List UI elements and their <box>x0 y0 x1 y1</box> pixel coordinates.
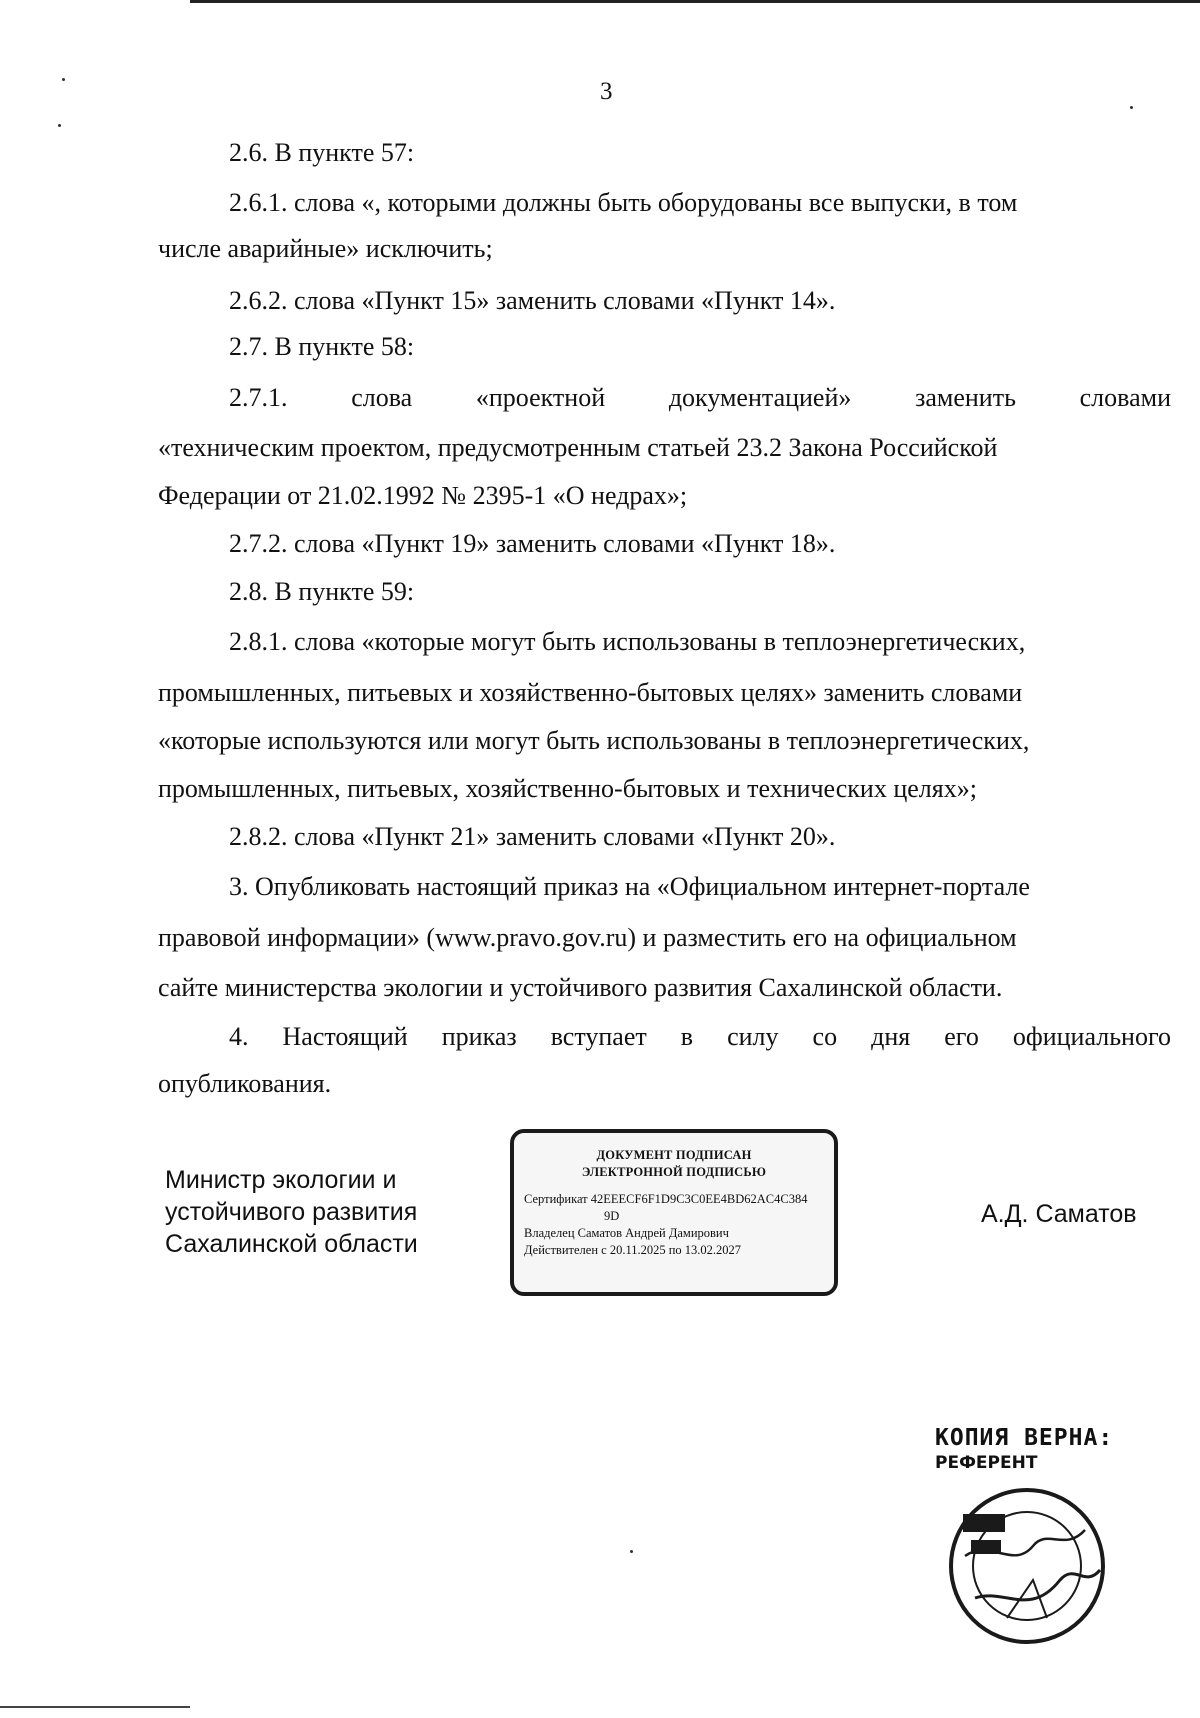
scan-speck <box>1130 106 1133 109</box>
word: документацией» <box>668 383 852 412</box>
esig-certificate <box>524 1191 834 1208</box>
text-line: «которые используются или могут быть использованы в теплоэнергетических, <box>158 726 1030 755</box>
scan-bottom-edge <box>0 1706 190 1708</box>
word: официального <box>1012 1022 1171 1051</box>
word: 4. <box>229 1022 249 1051</box>
official-seal-icon <box>935 1468 1115 1648</box>
word: словами <box>1079 383 1171 412</box>
word: приказ <box>441 1022 517 1051</box>
text-line: промышленных, питьевых, хозяйственно-бытовых и технических целях»; <box>158 774 977 803</box>
esig-title: ДОКУМЕНТ ПОДПИСАН <box>596 1148 752 1162</box>
esig-owner-value: Саматов Андрей Дамирович <box>577 1226 729 1240</box>
text-line: 2.8.2. слова «Пункт 21» заменить словами «Пункт 20». <box>229 822 836 851</box>
signatory-line: устойчивого развития <box>165 1198 418 1226</box>
text-line: промышленных, питьевых и хозяйственно-бытовых целях» заменить словами <box>158 678 1023 707</box>
esig-owner <box>524 1225 834 1242</box>
scan-speck <box>630 1550 633 1553</box>
text-line: опубликования. <box>158 1069 332 1098</box>
esig-valid-value: с 20.11.2025 по 13.02.2027 <box>601 1243 742 1257</box>
text-line: 2.6. В пункте 57: <box>229 138 415 167</box>
text-line-justified <box>229 382 1171 414</box>
esig-cert-value: 42EEECF6F1D9C3C0EE4BD62AC4C384 <box>590 1192 808 1206</box>
signatory-line: Сахалинской области <box>165 1230 418 1258</box>
electronic-signature-stamp <box>510 1129 838 1296</box>
text-line: 2.8. В пункте 59: <box>229 577 415 606</box>
word: его <box>944 1022 979 1051</box>
signatory-title <box>165 1164 418 1260</box>
text-line: 2.8.1. слова «которые могут быть использованы в теплоэнергетических, <box>229 627 1026 656</box>
word: заменить <box>915 383 1016 412</box>
esig-title: ЭЛЕКТРОННОЙ ПОДПИСЬЮ <box>581 1165 767 1179</box>
word: силу <box>727 1022 779 1051</box>
copy-stamp-role: РЕФЕРЕНТ <box>935 1453 1038 1473</box>
text-line: числе аварийные» исключить; <box>158 234 493 263</box>
word: в <box>680 1022 694 1051</box>
signer-name: А.Д. Саматов <box>981 1200 1137 1228</box>
copy-stamp-title: КОПИЯ ВЕРНА: <box>935 1425 1114 1451</box>
word: вступает <box>550 1022 647 1051</box>
esig-validity <box>524 1242 834 1259</box>
text-line: 3. Опубликовать настоящий приказ на «Официальном интернет-портале <box>229 872 1030 901</box>
text-line: Федерации от 21.02.1992 № 2395-1 «О недрах»; <box>158 481 688 510</box>
text-line: 2.6.1. слова «, которыми должны быть оборудованы все выпуски, в том <box>229 188 1018 217</box>
text-line: правовой информации» (www.pravo.gov.ru) и разместить его на официальном <box>158 923 1017 952</box>
word: «проектной <box>475 383 606 412</box>
text-line: 2.7.2. слова «Пункт 19» заменить словами «Пункт 18». <box>229 529 836 558</box>
word: дня <box>871 1022 911 1051</box>
scan-speck <box>62 78 65 81</box>
page-number: 3 <box>600 78 613 105</box>
word: со <box>812 1022 838 1051</box>
scan-top-edge <box>190 0 1200 3</box>
esig-valid-label: Действителен <box>524 1243 599 1257</box>
text-line: 2.6.2. слова «Пункт 15» заменить словами «Пункт 14». <box>229 286 836 315</box>
text-line-justified <box>229 1021 1171 1053</box>
text-line: сайте министерства экологии и устойчивого развития Сахалинской области. <box>158 973 1003 1002</box>
esig-cert-label: Сертификат <box>524 1192 588 1206</box>
word: слова <box>351 383 413 412</box>
signatory-line: Министр экологии и <box>165 1166 397 1194</box>
text-line: «техническим проектом, предусмотренным статьей 23.2 Закона Российской <box>158 433 998 462</box>
word: Настоящий <box>282 1022 408 1051</box>
text-line: 2.7. В пункте 58: <box>229 332 415 361</box>
esig-cert-value-2: 9D <box>604 1209 620 1223</box>
word: 2.7.1. <box>229 383 288 412</box>
scan-speck <box>58 124 61 127</box>
esig-owner-label: Владелец <box>524 1226 575 1240</box>
